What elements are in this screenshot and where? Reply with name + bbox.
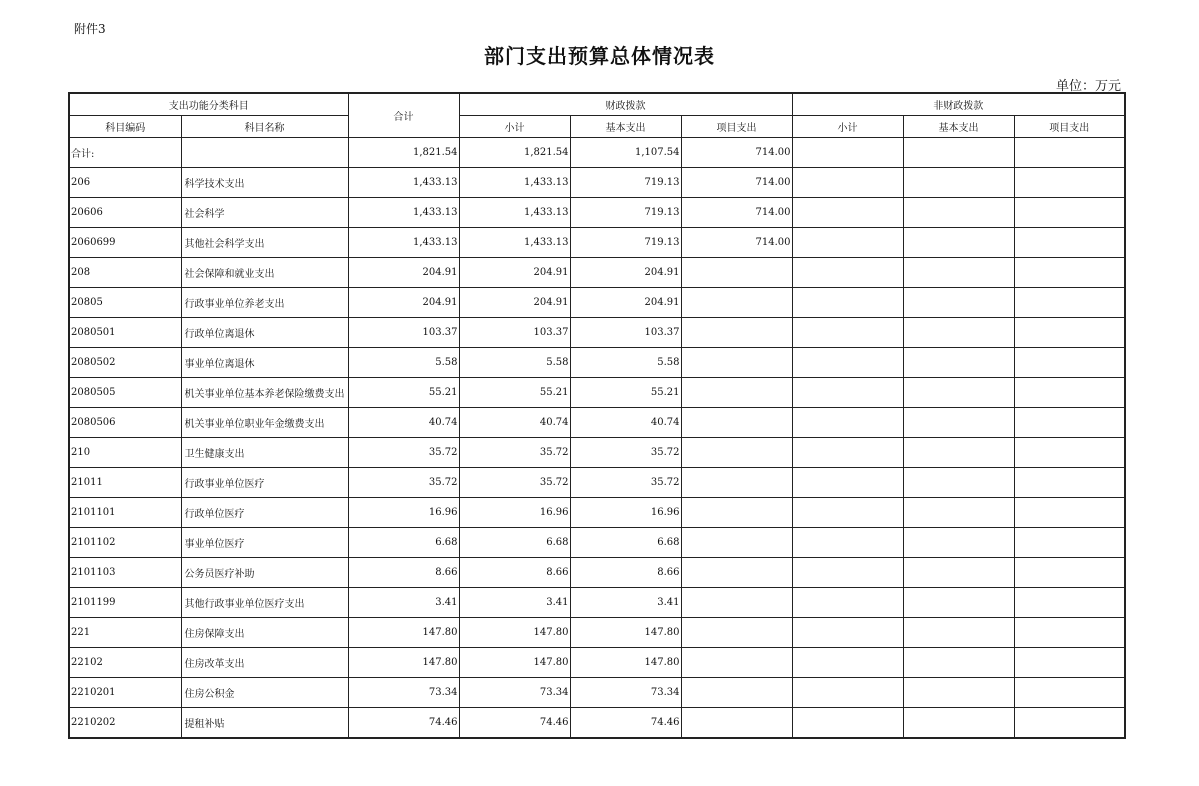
cell-nonfiscal-subtotal bbox=[792, 258, 903, 288]
cell-name: 行政单位离退休 bbox=[181, 318, 348, 348]
cell-total: 1,821.54 bbox=[348, 138, 459, 168]
cell-nonfiscal-subtotal bbox=[792, 168, 903, 198]
cell-name: 行政事业单位养老支出 bbox=[181, 288, 348, 318]
cell-code: 20606 bbox=[69, 198, 181, 228]
cell-code: 221 bbox=[69, 618, 181, 648]
attachment-label: 附件3 bbox=[74, 22, 106, 36]
cell-fiscal-project bbox=[681, 468, 792, 498]
cell-nonfiscal-project bbox=[1014, 288, 1125, 318]
cell-fiscal-basic: 40.74 bbox=[570, 408, 681, 438]
table-row bbox=[69, 378, 1125, 408]
cell-total: 3.41 bbox=[348, 588, 459, 618]
unit-label: 单位：万元 bbox=[1055, 79, 1121, 94]
cell-total: 6.68 bbox=[348, 528, 459, 558]
cell-nonfiscal-subtotal bbox=[792, 288, 903, 318]
cell-name: 机关事业单位基本养老保险缴费支出 bbox=[181, 378, 348, 408]
cell-nonfiscal-basic bbox=[903, 528, 1014, 558]
header-code: 科目编码 bbox=[69, 116, 181, 138]
cell-name: 住房保障支出 bbox=[181, 618, 348, 648]
cell-nonfiscal-subtotal bbox=[792, 138, 903, 168]
cell-nonfiscal-project bbox=[1014, 138, 1125, 168]
cell-nonfiscal-basic bbox=[903, 318, 1014, 348]
header-nonfiscal-subtotal: 小计 bbox=[792, 116, 903, 138]
cell-nonfiscal-project bbox=[1014, 678, 1125, 708]
cell-fiscal-subtotal: 5.58 bbox=[459, 348, 570, 378]
cell-total: 147.80 bbox=[348, 618, 459, 648]
cell-fiscal-subtotal: 55.21 bbox=[459, 378, 570, 408]
cell-total: 55.21 bbox=[348, 378, 459, 408]
table-row bbox=[69, 348, 1125, 378]
header-name: 科目名称 bbox=[181, 116, 348, 138]
cell-fiscal-project bbox=[681, 318, 792, 348]
cell-nonfiscal-project bbox=[1014, 408, 1125, 438]
cell-name: 社会科学 bbox=[181, 198, 348, 228]
cell-fiscal-basic: 204.91 bbox=[570, 258, 681, 288]
cell-name: 事业单位离退休 bbox=[181, 348, 348, 378]
cell-nonfiscal-basic bbox=[903, 618, 1014, 648]
cell-fiscal-project bbox=[681, 708, 792, 739]
cell-fiscal-subtotal: 3.41 bbox=[459, 588, 570, 618]
cell-nonfiscal-basic bbox=[903, 138, 1014, 168]
cell-nonfiscal-project bbox=[1014, 618, 1125, 648]
header-fiscal-group: 财政拨款 bbox=[459, 93, 792, 116]
cell-fiscal-project: 714.00 bbox=[681, 198, 792, 228]
cell-nonfiscal-subtotal bbox=[792, 198, 903, 228]
cell-fiscal-basic: 3.41 bbox=[570, 588, 681, 618]
header-nonfiscal-group: 非财政拨款 bbox=[792, 93, 1125, 116]
cell-nonfiscal-basic bbox=[903, 408, 1014, 438]
table-row bbox=[69, 318, 1125, 348]
cell-code: 2101101 bbox=[69, 498, 181, 528]
cell-fiscal-basic: 35.72 bbox=[570, 438, 681, 468]
cell-name: 住房改革支出 bbox=[181, 648, 348, 678]
cell-nonfiscal-project bbox=[1014, 498, 1125, 528]
cell-nonfiscal-basic bbox=[903, 228, 1014, 258]
cell-nonfiscal-subtotal bbox=[792, 498, 903, 528]
cell-fiscal-subtotal: 35.72 bbox=[459, 468, 570, 498]
cell-fiscal-subtotal: 73.34 bbox=[459, 678, 570, 708]
cell-nonfiscal-basic bbox=[903, 678, 1014, 708]
cell-total: 35.72 bbox=[348, 438, 459, 468]
cell-total: 74.46 bbox=[348, 708, 459, 739]
cell-nonfiscal-subtotal bbox=[792, 408, 903, 438]
cell-name: 事业单位医疗 bbox=[181, 528, 348, 558]
cell-total: 8.66 bbox=[348, 558, 459, 588]
header-fiscal-project: 项目支出 bbox=[681, 116, 792, 138]
cell-nonfiscal-basic bbox=[903, 348, 1014, 378]
cell-code: 2101103 bbox=[69, 558, 181, 588]
table-row bbox=[69, 558, 1125, 588]
cell-fiscal-project bbox=[681, 498, 792, 528]
cell-fiscal-basic: 719.13 bbox=[570, 198, 681, 228]
cell-name: 公务员医疗补助 bbox=[181, 558, 348, 588]
cell-fiscal-project bbox=[681, 438, 792, 468]
table-row bbox=[69, 708, 1125, 739]
cell-nonfiscal-subtotal bbox=[792, 558, 903, 588]
cell-total: 1,433.13 bbox=[348, 198, 459, 228]
cell-fiscal-basic: 147.80 bbox=[570, 618, 681, 648]
cell-name: 社会保障和就业支出 bbox=[181, 258, 348, 288]
cell-fiscal-basic: 1,107.54 bbox=[570, 138, 681, 168]
cell-fiscal-subtotal: 1,433.13 bbox=[459, 198, 570, 228]
cell-fiscal-basic: 147.80 bbox=[570, 648, 681, 678]
cell-code: 2080502 bbox=[69, 348, 181, 378]
page-title: 部门支出预算总体情况表 bbox=[484, 44, 715, 68]
cell-total: 204.91 bbox=[348, 288, 459, 318]
cell-fiscal-basic: 719.13 bbox=[570, 228, 681, 258]
cell-total: 103.37 bbox=[348, 318, 459, 348]
cell-fiscal-subtotal: 147.80 bbox=[459, 648, 570, 678]
cell-fiscal-basic: 204.91 bbox=[570, 288, 681, 318]
cell-total: 204.91 bbox=[348, 258, 459, 288]
cell-fiscal-project bbox=[681, 528, 792, 558]
header-nonfiscal-basic: 基本支出 bbox=[903, 116, 1014, 138]
cell-code: 20805 bbox=[69, 288, 181, 318]
cell-fiscal-subtotal: 8.66 bbox=[459, 558, 570, 588]
cell-name: 其他社会科学支出 bbox=[181, 228, 348, 258]
cell-fiscal-basic: 8.66 bbox=[570, 558, 681, 588]
cell-fiscal-subtotal: 1,433.13 bbox=[459, 228, 570, 258]
cell-fiscal-project: 714.00 bbox=[681, 228, 792, 258]
cell-fiscal-project bbox=[681, 408, 792, 438]
cell-code: 22102 bbox=[69, 648, 181, 678]
cell-total: 40.74 bbox=[348, 408, 459, 438]
cell-fiscal-project bbox=[681, 588, 792, 618]
cell-code: 208 bbox=[69, 258, 181, 288]
cell-nonfiscal-project bbox=[1014, 558, 1125, 588]
table-row bbox=[69, 408, 1125, 438]
cell-code: 2210201 bbox=[69, 678, 181, 708]
cell-fiscal-subtotal: 204.91 bbox=[459, 258, 570, 288]
cell-fiscal-subtotal: 1,433.13 bbox=[459, 168, 570, 198]
table-row bbox=[69, 438, 1125, 468]
cell-nonfiscal-subtotal bbox=[792, 648, 903, 678]
cell-nonfiscal-project bbox=[1014, 708, 1125, 739]
cell-code: 2080501 bbox=[69, 318, 181, 348]
table-row bbox=[69, 468, 1125, 498]
cell-nonfiscal-basic bbox=[903, 168, 1014, 198]
cell-fiscal-basic: 103.37 bbox=[570, 318, 681, 348]
cell-code: 21011 bbox=[69, 468, 181, 498]
cell-name: 科学技术支出 bbox=[181, 168, 348, 198]
header-total: 合计 bbox=[348, 93, 459, 138]
cell-nonfiscal-subtotal bbox=[792, 588, 903, 618]
table-row bbox=[69, 228, 1125, 258]
cell-nonfiscal-basic bbox=[903, 438, 1014, 468]
cell-nonfiscal-basic bbox=[903, 558, 1014, 588]
cell-total: 35.72 bbox=[348, 468, 459, 498]
cell-fiscal-project: 714.00 bbox=[681, 168, 792, 198]
table-body bbox=[69, 138, 1125, 739]
cell-nonfiscal-subtotal bbox=[792, 438, 903, 468]
cell-code: 206 bbox=[69, 168, 181, 198]
cell-nonfiscal-subtotal bbox=[792, 708, 903, 739]
cell-fiscal-project bbox=[681, 348, 792, 378]
cell-nonfiscal-project bbox=[1014, 438, 1125, 468]
cell-nonfiscal-basic bbox=[903, 588, 1014, 618]
cell-name bbox=[181, 138, 348, 168]
cell-nonfiscal-subtotal bbox=[792, 468, 903, 498]
cell-total: 1,433.13 bbox=[348, 168, 459, 198]
cell-code: 2210202 bbox=[69, 708, 181, 739]
cell-total: 147.80 bbox=[348, 648, 459, 678]
cell-nonfiscal-project bbox=[1014, 318, 1125, 348]
table-row bbox=[69, 288, 1125, 318]
table-row bbox=[69, 678, 1125, 708]
cell-name: 行政事业单位医疗 bbox=[181, 468, 348, 498]
cell-fiscal-subtotal: 35.72 bbox=[459, 438, 570, 468]
cell-name: 住房公积金 bbox=[181, 678, 348, 708]
cell-fiscal-basic: 55.21 bbox=[570, 378, 681, 408]
cell-fiscal-subtotal: 74.46 bbox=[459, 708, 570, 739]
cell-fiscal-subtotal: 40.74 bbox=[459, 408, 570, 438]
table-row bbox=[69, 618, 1125, 648]
cell-nonfiscal-basic bbox=[903, 258, 1014, 288]
cell-nonfiscal-subtotal bbox=[792, 318, 903, 348]
cell-fiscal-basic: 16.96 bbox=[570, 498, 681, 528]
header-nonfiscal-project: 项目支出 bbox=[1014, 116, 1125, 138]
cell-fiscal-project bbox=[681, 618, 792, 648]
cell-code: 合计: bbox=[69, 138, 181, 168]
cell-fiscal-project bbox=[681, 558, 792, 588]
cell-nonfiscal-project bbox=[1014, 258, 1125, 288]
cell-nonfiscal-project bbox=[1014, 588, 1125, 618]
cell-fiscal-subtotal: 204.91 bbox=[459, 288, 570, 318]
cell-name: 提租补贴 bbox=[181, 708, 348, 739]
table-row bbox=[69, 498, 1125, 528]
cell-fiscal-basic: 35.72 bbox=[570, 468, 681, 498]
cell-nonfiscal-project bbox=[1014, 198, 1125, 228]
cell-code: 2101199 bbox=[69, 588, 181, 618]
cell-fiscal-project bbox=[681, 378, 792, 408]
cell-total: 16.96 bbox=[348, 498, 459, 528]
cell-nonfiscal-basic bbox=[903, 288, 1014, 318]
budget-table bbox=[68, 92, 1126, 739]
cell-fiscal-project bbox=[681, 678, 792, 708]
cell-fiscal-project: 714.00 bbox=[681, 138, 792, 168]
header-function-group: 支出功能分类科目 bbox=[69, 93, 348, 116]
cell-name: 其他行政事业单位医疗支出 bbox=[181, 588, 348, 618]
cell-nonfiscal-subtotal bbox=[792, 678, 903, 708]
cell-fiscal-project bbox=[681, 648, 792, 678]
cell-nonfiscal-project bbox=[1014, 168, 1125, 198]
cell-code: 2060699 bbox=[69, 228, 181, 258]
cell-nonfiscal-project bbox=[1014, 468, 1125, 498]
cell-total: 1,433.13 bbox=[348, 228, 459, 258]
cell-nonfiscal-subtotal bbox=[792, 618, 903, 648]
cell-code: 2101102 bbox=[69, 528, 181, 558]
table-row bbox=[69, 258, 1125, 288]
cell-fiscal-subtotal: 16.96 bbox=[459, 498, 570, 528]
table-row bbox=[69, 648, 1125, 678]
cell-nonfiscal-subtotal bbox=[792, 378, 903, 408]
table-row bbox=[69, 138, 1125, 168]
cell-fiscal-basic: 6.68 bbox=[570, 528, 681, 558]
cell-fiscal-basic: 73.34 bbox=[570, 678, 681, 708]
cell-name: 卫生健康支出 bbox=[181, 438, 348, 468]
cell-code: 2080505 bbox=[69, 378, 181, 408]
cell-code: 2080506 bbox=[69, 408, 181, 438]
cell-nonfiscal-basic bbox=[903, 378, 1014, 408]
table-row bbox=[69, 168, 1125, 198]
cell-name: 行政单位医疗 bbox=[181, 498, 348, 528]
table-row bbox=[69, 588, 1125, 618]
cell-fiscal-project bbox=[681, 288, 792, 318]
cell-nonfiscal-basic bbox=[903, 468, 1014, 498]
cell-fiscal-subtotal: 6.68 bbox=[459, 528, 570, 558]
cell-code: 210 bbox=[69, 438, 181, 468]
cell-name: 机关事业单位职业年金缴费支出 bbox=[181, 408, 348, 438]
cell-fiscal-basic: 5.58 bbox=[570, 348, 681, 378]
cell-total: 73.34 bbox=[348, 678, 459, 708]
cell-nonfiscal-project bbox=[1014, 378, 1125, 408]
cell-fiscal-project bbox=[681, 258, 792, 288]
cell-total: 5.58 bbox=[348, 348, 459, 378]
cell-nonfiscal-subtotal bbox=[792, 528, 903, 558]
cell-nonfiscal-subtotal bbox=[792, 348, 903, 378]
cell-nonfiscal-basic bbox=[903, 648, 1014, 678]
cell-fiscal-subtotal: 147.80 bbox=[459, 618, 570, 648]
header-fiscal-basic: 基本支出 bbox=[570, 116, 681, 138]
cell-fiscal-subtotal: 103.37 bbox=[459, 318, 570, 348]
table-row bbox=[69, 198, 1125, 228]
cell-nonfiscal-project bbox=[1014, 648, 1125, 678]
table-header bbox=[69, 93, 1125, 138]
cell-nonfiscal-subtotal bbox=[792, 228, 903, 258]
cell-nonfiscal-project bbox=[1014, 528, 1125, 558]
cell-fiscal-subtotal: 1,821.54 bbox=[459, 138, 570, 168]
cell-fiscal-basic: 719.13 bbox=[570, 168, 681, 198]
cell-nonfiscal-project bbox=[1014, 228, 1125, 258]
cell-fiscal-basic: 74.46 bbox=[570, 708, 681, 739]
header-fiscal-subtotal: 小计 bbox=[459, 116, 570, 138]
table-row bbox=[69, 528, 1125, 558]
cell-nonfiscal-basic bbox=[903, 708, 1014, 739]
cell-nonfiscal-basic bbox=[903, 198, 1014, 228]
cell-nonfiscal-project bbox=[1014, 348, 1125, 378]
cell-nonfiscal-basic bbox=[903, 498, 1014, 528]
